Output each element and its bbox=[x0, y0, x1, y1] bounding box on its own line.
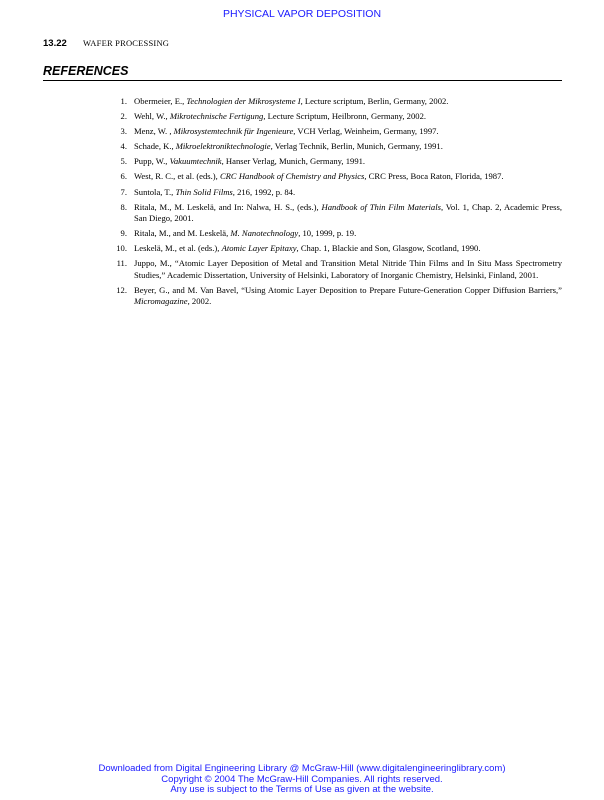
running-head-section: WAFER PROCESSING bbox=[83, 38, 170, 48]
reference-details: , CRC Press, Boca Raton, Florida, 1987. bbox=[364, 171, 504, 182]
reference-details: , 2002. bbox=[187, 296, 212, 307]
top-banner-link[interactable]: PHYSICAL VAPOR DEPOSITION bbox=[222, 8, 382, 20]
footer-copyright[interactable]: Copyright © 2004 The McGraw-Hill Companies. All rights reserved. bbox=[161, 773, 443, 785]
reference-number: 11. bbox=[116, 258, 127, 269]
reference-text: Beyer, G., and M. Van Bavel, “Using Atomic Layer Deposition to Prepare Future-Generation Copper Diffusion Barriers,” bbox=[134, 284, 562, 295]
reference-number: 3. bbox=[120, 126, 127, 137]
reference-number: 8. bbox=[120, 201, 127, 212]
reference-item bbox=[110, 258, 562, 281]
reference-item bbox=[110, 156, 562, 167]
reference-text: Leskelä, M., et al. (eds.), bbox=[134, 243, 222, 254]
reference-item bbox=[110, 126, 562, 137]
references-list bbox=[110, 96, 562, 311]
reference-number: 2. bbox=[120, 111, 127, 122]
reference-title: Technologien der Mikrosysteme I bbox=[186, 96, 301, 106]
reference-details: , Chap. 1, Blackie and Son, Glasgow, Scotland, 1990. bbox=[296, 243, 481, 254]
reference-item bbox=[110, 228, 562, 239]
reference-title: CRC Handbook of Chemistry and Physics bbox=[219, 171, 365, 182]
reference-title: Thin Solid Films bbox=[175, 186, 233, 197]
reference-details: , 216, 1992, p. 84. bbox=[232, 186, 296, 197]
reference-item bbox=[110, 285, 562, 308]
reference-text: Ritala, M., M. Leskelä, and In: Nalwa, H. S., (eds.), bbox=[134, 201, 322, 212]
reference-title: Micromagazine bbox=[134, 296, 188, 307]
reference-text: Pupp, W., bbox=[134, 156, 170, 167]
reference-details: , 10, 1999, p. 19. bbox=[298, 228, 357, 239]
reference-text: West, R. C., et al. (eds.), bbox=[134, 171, 220, 182]
reference-title: Atomic Layer Epitaxy bbox=[221, 243, 297, 254]
reference-item bbox=[110, 243, 562, 254]
reference-details: , Lecture scriptum, Berlin, Germany, 2002. bbox=[300, 96, 449, 106]
reference-number: 12. bbox=[116, 284, 127, 295]
reference-item bbox=[110, 111, 562, 122]
reference-details: , VCH Verlag, Weinheim, Germany, 1997. bbox=[293, 126, 439, 137]
reference-details: , Lecture Scriptum, Heilbronn, Germany, 2002. bbox=[263, 111, 427, 122]
reference-text: Juppo, M., “Atomic Layer Deposition of Metal and Transition Metal Nitride Thin Films and In Situ Mass Spectrometry Studies,” Academic Dissertation, University of Helsinki, Laboratory of Inorganic Chemistry, Helsinki, Finland, 2001. bbox=[134, 258, 562, 280]
footer-notice[interactable] bbox=[0, 764, 604, 796]
section-title: REFERENCES bbox=[43, 64, 129, 78]
title-rule bbox=[43, 80, 562, 81]
reference-details: , Vol. 1, Chap. 2, Academic Press, San Diego, 2001. bbox=[134, 201, 562, 224]
reference-details: , Hanser Verlag, Munich, Germany, 1991. bbox=[221, 156, 366, 167]
reference-item bbox=[110, 96, 562, 107]
running-head bbox=[43, 38, 169, 49]
reference-text: Ritala, M., and M. Leskelä, bbox=[134, 228, 231, 239]
reference-text: Suntola, T., bbox=[134, 186, 176, 197]
reference-title: Mikrosystemtechnik für Ingenieure bbox=[173, 126, 294, 137]
reference-number: 7. bbox=[120, 186, 127, 197]
reference-number: 4. bbox=[120, 141, 127, 152]
reference-number: 9. bbox=[120, 228, 127, 239]
reference-text: Menz, W. , bbox=[134, 126, 174, 137]
reference-title: Vakuumtechnik bbox=[169, 156, 222, 167]
footer-download-link[interactable]: Downloaded from Digital Engineering Library @ McGraw-Hill (www.digitalengineeringlibrary.com) bbox=[98, 763, 506, 774]
reference-number: 6. bbox=[120, 171, 127, 182]
reference-text: Schade, K., bbox=[134, 141, 176, 152]
reference-item bbox=[110, 187, 562, 198]
reference-item bbox=[110, 202, 562, 225]
reference-details: , Verlag Technik, Berlin, Munich, Germany, 1991. bbox=[270, 141, 443, 152]
page-number: 13.22 bbox=[43, 38, 67, 49]
reference-number: 1. bbox=[120, 96, 127, 106]
reference-text: Wehl, W., bbox=[134, 111, 170, 122]
reference-number: 10. bbox=[116, 243, 127, 254]
reference-text: Obermeier, E., bbox=[134, 96, 187, 106]
reference-title: Mikroelektroniktechnologie bbox=[175, 141, 271, 152]
reference-number: 5. bbox=[120, 156, 127, 167]
reference-title: Handbook of Thin Film Materials bbox=[321, 201, 441, 212]
reference-title: M. Nanotechnology bbox=[230, 228, 299, 239]
reference-title: Mikrotechnische Fertigung bbox=[169, 111, 264, 122]
footer-terms[interactable]: Any use is subject to the Terms of Use as given at the website. bbox=[170, 784, 434, 795]
reference-item bbox=[110, 141, 562, 152]
reference-item bbox=[110, 171, 562, 182]
